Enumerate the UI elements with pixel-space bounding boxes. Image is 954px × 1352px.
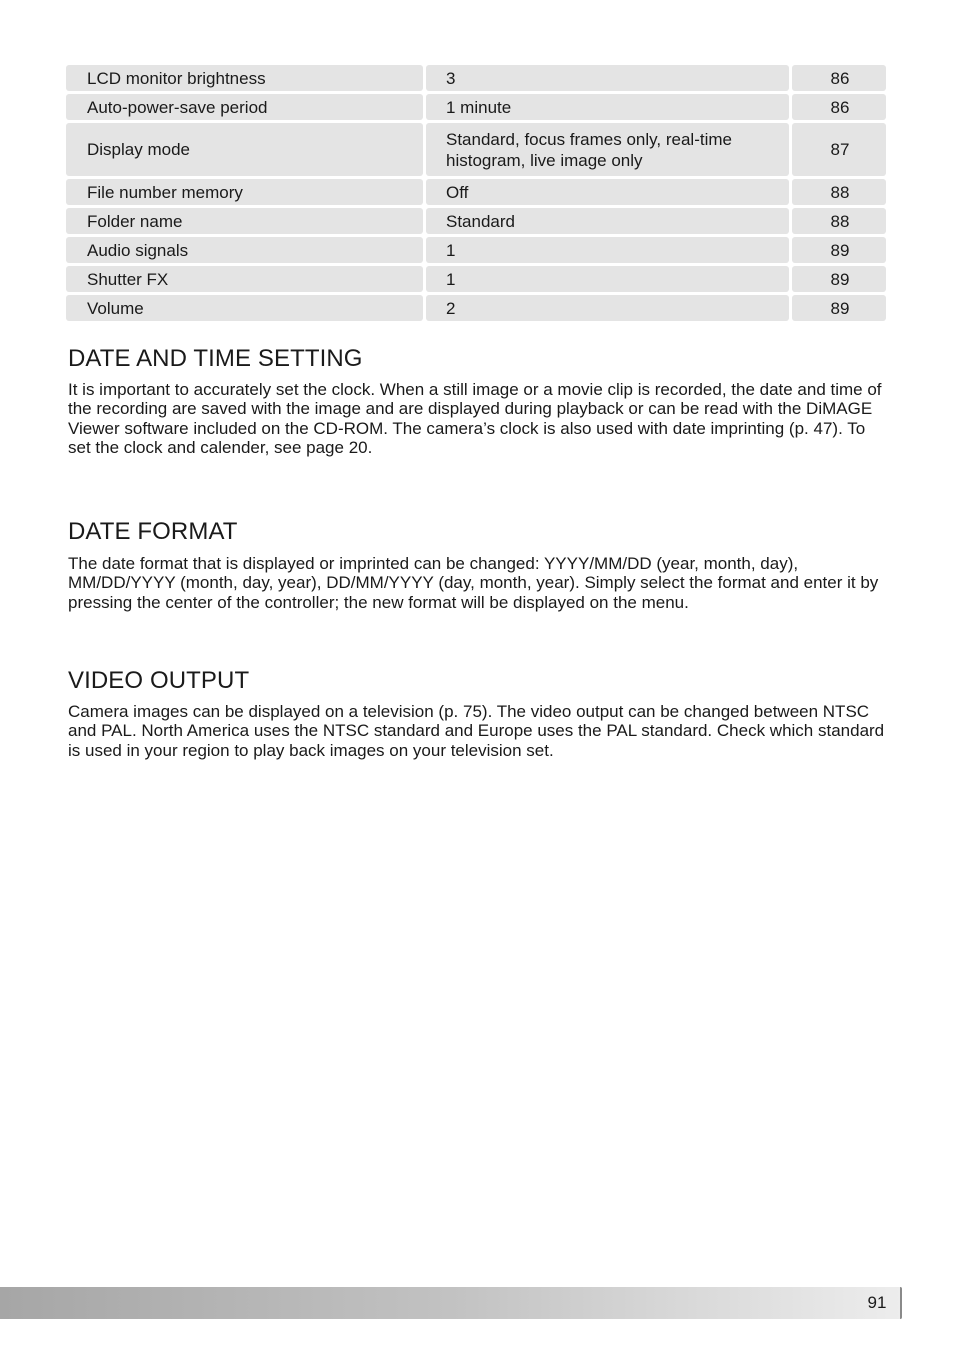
table-row (66, 94, 889, 120)
setting-name: Display mode (66, 123, 423, 176)
footer-bar (0, 1287, 902, 1319)
table-row (66, 208, 889, 234)
table-row (66, 295, 889, 321)
footer-divider (900, 1287, 902, 1319)
section-heading-date-format: DATE FORMAT (68, 518, 238, 545)
section-heading-video-output: VIDEO OUTPUT (68, 667, 250, 694)
page-reference: 86 (792, 94, 886, 120)
setting-default-line: histogram, live image only (446, 150, 643, 170)
setting-default: Standard (426, 208, 789, 234)
page-reference: 87 (792, 123, 886, 176)
section-body-date-time: It is important to accurately set the clock. When a still image or a movie clip is recorded, the date and time of the recording are saved with the image and are displayed during playback or can be read with the DiMAGE Viewer software included on the CD-ROM. The camera’s clock is also used with date imprinting (p. 47). To set the clock and calender, see page 20. (68, 380, 882, 457)
section-body-video-output: Camera images can be displayed on a television (p. 75). The video output can be changed between NTSC and PAL. North America uses the NTSC standard and Europe uses the PAL standard. Check which standard is used in your region to play back images on your television set. (68, 702, 885, 760)
setting-default: 1 (426, 266, 789, 292)
table-row (66, 179, 889, 205)
page-reference: 88 (792, 179, 886, 205)
table-row (66, 266, 889, 292)
setting-name: Volume (66, 295, 423, 321)
setting-name: Auto-power-save period (66, 94, 423, 120)
section-heading-date-time: DATE AND TIME SETTING (68, 345, 363, 372)
table-row (66, 237, 889, 263)
page-number: 91 (867, 1293, 887, 1312)
setting-default: 1 (426, 237, 789, 263)
setting-default: 3 (426, 65, 789, 91)
setting-name: File number memory (66, 179, 423, 205)
setting-default: Off (426, 179, 789, 205)
setting-name: LCD monitor brightness (66, 65, 423, 91)
page-reference: 89 (792, 266, 886, 292)
settings-table (66, 65, 889, 324)
setting-default-line: Standard, focus frames only, real-time (446, 129, 732, 149)
setting-default: 1 minute (426, 94, 789, 120)
page-reference: 89 (792, 295, 886, 321)
setting-default (426, 123, 789, 176)
setting-default: 2 (426, 295, 789, 321)
setting-name: Audio signals (66, 237, 423, 263)
table-row (66, 123, 889, 176)
setting-name: Shutter FX (66, 266, 423, 292)
setting-name: Folder name (66, 208, 423, 234)
section-body-date-format: The date format that is displayed or imprinted can be changed: YYYY/MM/DD (year, month, day), MM/DD/YYYY (month, day, year), DD/MM/YYYY (day, month, year). Simply select the format and enter it by pressing the center of the controller; the new format will be displayed on the menu. (68, 554, 879, 612)
page-reference: 89 (792, 237, 886, 263)
page-reference: 88 (792, 208, 886, 234)
table-row (66, 65, 889, 91)
page-reference: 86 (792, 65, 886, 91)
